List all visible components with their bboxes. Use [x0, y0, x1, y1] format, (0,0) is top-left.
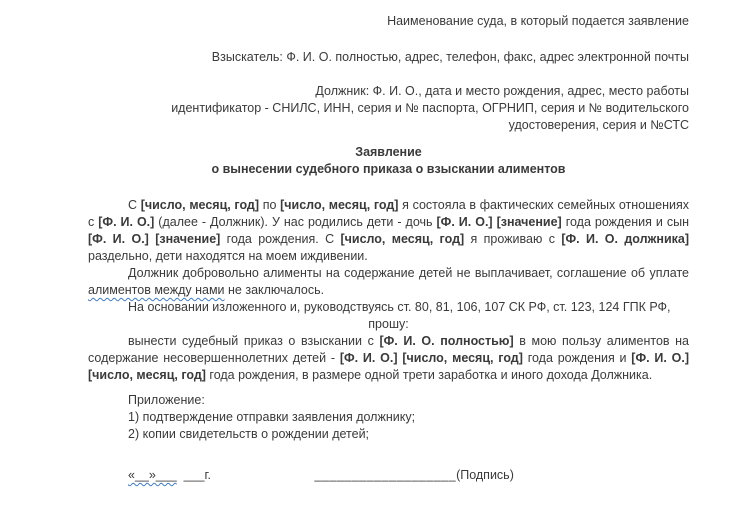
body-paragraph-relationship: С [число, месяц, год] по [число, месяц, год] я состояла в фактических семейных отношениях с [Ф. И. О.] (далее - Должник). У нас родились дети - дочь [Ф. И. О.] [значение] года рождения и сын [Ф. И. О.] [значение] года рождения. С [число, месяц, год] я проживаю с [Ф. И. О. должника] раздельно, дети находятся на моем иждивении.	[88, 198, 690, 263]
signature-label: (Подпись)	[456, 468, 514, 482]
attachments-label: Приложение:	[128, 393, 205, 407]
signature-blank-line: ___________________	[314, 468, 457, 482]
court-name-line: Наименование суда, в который подается заявление	[387, 14, 689, 28]
body-paragraph-no-agreement: Должник добровольно алименты на содержание детей не выплачивает, соглашение об уплате алиментов между нами не заключалось.	[88, 266, 689, 297]
request-word: прошу:	[368, 317, 409, 331]
document-title	[88, 144, 689, 178]
document-title-line1: Заявление	[355, 145, 422, 159]
attachment-item-1: 1) подтверждение отправки заявления должнику;	[128, 410, 416, 424]
body-paragraph-legal-basis: На основании изложенного и, руководствуясь ст. 80, 81, 106, 107 СК РФ, ст. 123, 124 ГПК РФ,	[128, 300, 671, 314]
debtor-line-3: удостоверения, серия и №СТС	[508, 118, 689, 132]
attachment-item-2: 2) копии свидетельств о рождении детей;	[128, 427, 370, 441]
signature-date-blank: «__»___ ___г.	[128, 468, 211, 482]
claimant-line: Взыскатель: Ф. И. О. полностью, адрес, телефон, факс, адрес электронной почты	[211, 50, 689, 64]
attachments-block	[88, 392, 689, 443]
debtor-block	[88, 83, 689, 134]
debtor-line-2: идентификатор - СНИЛС, ИНН, серия и № паспорта, ОГРНИП, серия и № водительского	[171, 101, 689, 115]
body-paragraph-request: вынести судебный приказ о взыскании с [Ф. И. О. полностью] в мою пользу алиментов на содержание несовершеннолетних детей - [Ф. И. О.] [число, месяц, год] года рождения и [Ф. И. О.] [число, месяц, год] года рождения, в размере одной трети заработка и иного дохода Должника.	[88, 334, 690, 382]
debtor-line-1: Должник: Ф. И. О., дата и место рождения, адрес, место работы	[315, 84, 689, 98]
document-title-line2: о вынесении судебного приказа о взыскании алиментов	[211, 162, 566, 176]
signature-row	[128, 467, 689, 484]
